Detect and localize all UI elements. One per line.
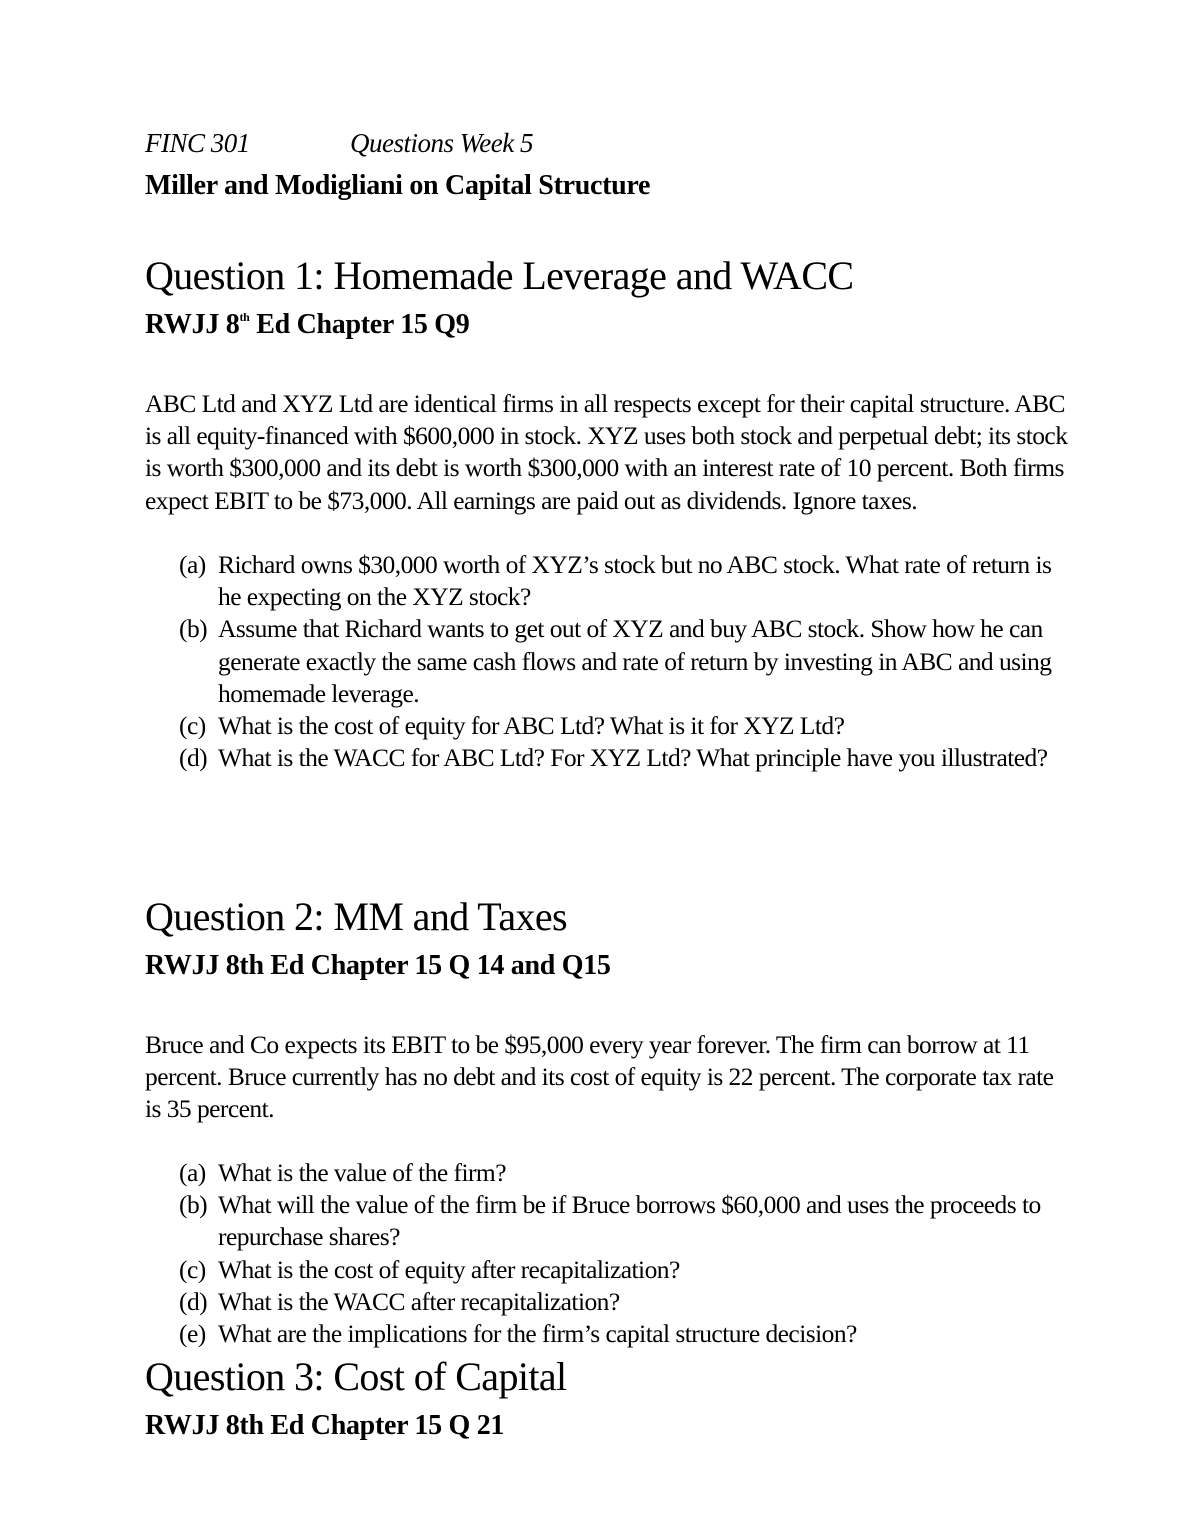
item-text: What is the value of the firm?: [218, 1158, 506, 1187]
question-2-title: Question 2: MM and Taxes: [145, 894, 568, 939]
list-item: [145, 1157, 1078, 1189]
question-3-title: Question 3: Cost of Capital: [145, 1354, 567, 1399]
list-item: [145, 742, 1078, 774]
question-2-parts: [145, 1157, 1078, 1350]
question-3-reference: RWJJ 8th Ed Chapter 15 Q 21: [145, 1410, 505, 1441]
q1-ref-prefix: RWJJ 8: [145, 309, 240, 340]
question-1-parts: [145, 549, 1078, 774]
list-item: [145, 710, 1078, 742]
list-item: [145, 613, 1078, 710]
item-label: (b): [179, 614, 208, 644]
list-item: [145, 1318, 1078, 1350]
item-label: (c): [179, 711, 206, 741]
q1-ref-suffix: Ed Chapter 15 Q9: [249, 309, 470, 340]
question-1-title: Question 1: Homemade Leverage and WACC: [145, 253, 854, 298]
item-text: What is the cost of equity after recapitalization?: [218, 1254, 680, 1284]
list-item: [145, 1254, 1078, 1286]
item-text: What will the value of the firm be if Bruce borrows $60,000 and uses the proceeds to repurchase shares?: [218, 1190, 1041, 1252]
list-item: [145, 1189, 1078, 1253]
item-label: (e): [179, 1319, 206, 1349]
question-1-paragraph: ABC Ltd and XYZ Ltd are identical firms in all respects except for their capital structure. ABC is all equity-financed with $600,000 in stock. XYZ uses both stock and perpetual debt; its stock is worth $300,000 and its debt is worth $300,000 with an interest rate of 10 percent. Both firms expect EBIT to be $73,000. All earnings are paid out as dividends. Ignore taxes.: [145, 389, 1068, 515]
item-label: (c): [179, 1254, 206, 1284]
question-1-body: [145, 388, 1075, 517]
item-label: (d): [179, 1286, 208, 1316]
document-subtitle: Miller and Modigliani on Capital Structure: [145, 170, 651, 201]
list-item: [145, 549, 1078, 613]
course-header: [145, 128, 533, 159]
q1-ref-sup: th: [239, 310, 250, 324]
item-text: What is the WACC after recapitalization?: [218, 1286, 620, 1316]
question-2-reference: RWJJ 8th Ed Chapter 15 Q 14 and Q15: [145, 950, 611, 981]
item-text: What is the cost of equity for ABC Ltd? What is it for XYZ Ltd?: [218, 711, 845, 741]
item-label: (a): [179, 550, 206, 579]
course-code: FINC 301: [145, 128, 250, 158]
item-label: (d): [179, 743, 208, 773]
question-2-body: [145, 1029, 1075, 1126]
item-text: What is the WACC for ABC Ltd? For XYZ Ltd? What principle have you illustrated?: [218, 743, 1048, 773]
week-label: Questions Week 5: [350, 128, 533, 158]
item-text: Assume that Richard wants to get out of XYZ and buy ABC stock. Show how he can generate exactly the same cash flows and rate of return by investing in ABC and using homemade leverage.: [218, 614, 1052, 708]
question-2-paragraph: Bruce and Co expects its EBIT to be $95,000 every year forever. The firm can borrow at 11 percent. Bruce currently has no debt and its cost of equity is 22 percent. The corporate tax rate is 35 percent.: [145, 1030, 1054, 1124]
item-text: What are the implications for the firm’s capital structure decision?: [218, 1319, 857, 1349]
item-label: (b): [179, 1190, 208, 1220]
list-item: [145, 1286, 1078, 1318]
item-label: (a): [179, 1158, 206, 1187]
item-text: Richard owns $30,000 worth of XYZ’s stock but no ABC stock. What rate of return is he expecting on the XYZ stock?: [218, 550, 1052, 612]
question-1-reference: [145, 309, 469, 341]
